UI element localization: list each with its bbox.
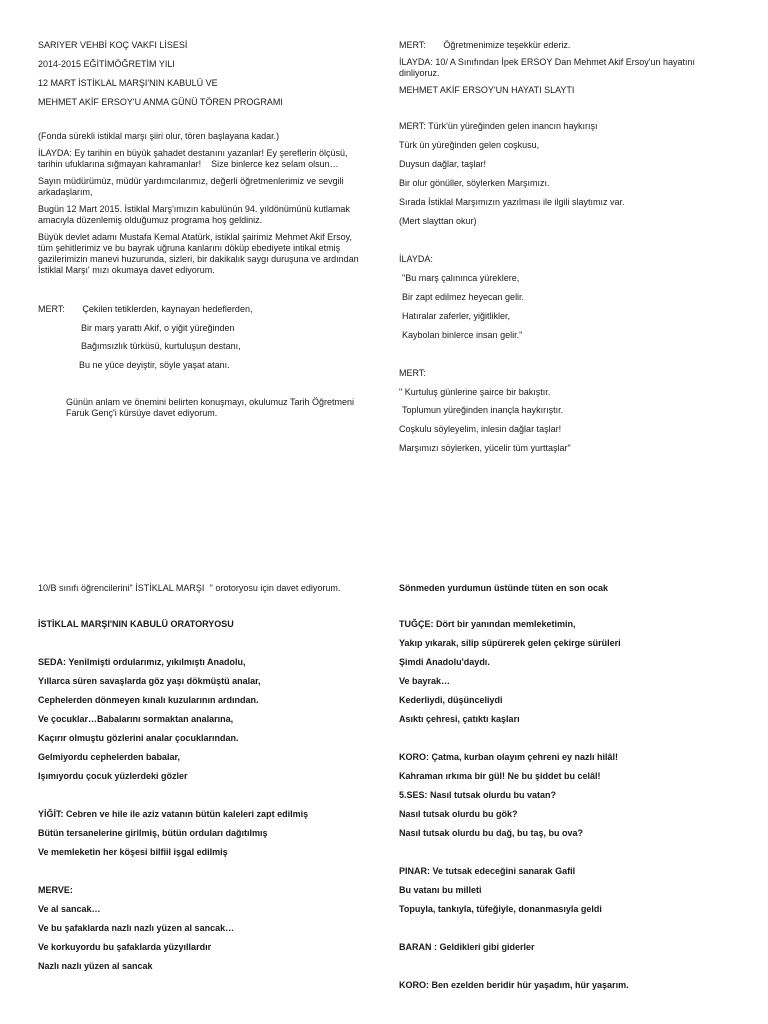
text-line: Işımıyordu çocuk yüzlerdeki gözler [38, 770, 188, 781]
text-line: MEHMET AKİF ERSOY'U ANMA GÜNÜ TÖREN PROGRAMI [38, 96, 283, 107]
text-line: Bu ne yüce deyiştir, söyle yaşat atanı. [79, 360, 230, 371]
text-line: SEDA: Yenilmişti ordularımız, yıkılmıştı Anadolu, [38, 656, 246, 667]
text-line: KORO: Ben ezelden beridir hür yaşadım, hür yaşarım. [399, 979, 629, 990]
page2-left-column [38, 583, 368, 971]
text-line: Asıktı çehresi, çatıktı kaşları [399, 713, 520, 724]
text-line: Kederliydi, düşünceliydi [399, 694, 503, 705]
text-line: YİĞİT: Cebren ve hile ile aziz vatanın bütün kaleleri zapt edilmiş [38, 808, 309, 819]
text-line: " Kurtuluş günlerine şairce bir bakıştır. [399, 386, 551, 397]
document-page-2 [0, 530, 768, 1024]
text-line: İLAYDA: [399, 253, 433, 264]
text-line: MERT: Öğretmenimize teşekkür ederiz. [399, 40, 571, 50]
page2-right-column [399, 583, 729, 990]
text-line: Toplumun yüreğinden inançla haykırıştır. [402, 405, 564, 416]
text-line: MERT: Çekilen tetiklerden, kaynayan hedeflerden, [38, 303, 253, 314]
text-line: Cephelerden dönmeyen kınalı kuzularının ardından. [38, 694, 259, 705]
text-line: KORO: Çatma, kurban olayım çehreni ey nazlı hilâl! [399, 751, 619, 762]
text-line: Nasıl tutsak olurdu bu gök? [399, 808, 518, 819]
text-line: Bu vatanı bu milleti [399, 884, 482, 895]
text-line: MERT: Türk'ün yüreğinden gelen inancın haykırışı [399, 120, 598, 131]
text-line: Gelmiyordu cephelerden babalar, [38, 751, 181, 762]
text-line: MERVE: [38, 884, 73, 895]
text-line: Marşımızı söylerken, yücelir tüm yurttaşlar" [399, 443, 571, 454]
text-line: MERT: [399, 367, 426, 378]
text-line: Yıllarca süren savaşlarda göz yaşı dökmüştü analar, [38, 675, 261, 686]
text-line: Bir olur gönüller, söylerken Marşımızı. [399, 177, 550, 188]
text-line: 2014-2015 EĞİTİMÖĞRETİM YILI [38, 58, 175, 69]
text-line: Büyük devlet adamı Mustafa Kemal Atatürk, istiklal şairimiz Mehmet Akif Ersoy, tüm şehitlerimiz ve bu bayrak uğruna kanlarını döküp ebediyete intikal etmiş gazilerimizin manevi huzurunda, sizleri, bir dakikalık saygı duruşuna ve ardından İstiklal Marşı' mızı okumaya davet ediyorum. [38, 231, 362, 275]
text-line: Coşkulu söyleyelim, inlesin dağlar taşlar! [399, 424, 562, 435]
text-line: Sırada İstiklal Marşımızın yazılması ile ilgili slaytımız var. [399, 196, 625, 207]
text-line: TUĞÇE: Dört bir yanından memleketimin, [399, 618, 576, 629]
text-line: Kaçırır olmuştu gözlerini analar çocuklarından. [38, 732, 239, 743]
text-line: Topuyla, tankıyla, tüfeğiyle, donanmasıyla geldi [399, 903, 602, 914]
text-line: MEHMET AKİF ERSOY'UN HAYATI SLAYTI [399, 84, 575, 95]
text-line: (Fonda sürekli istiklal marşı şiiri olur, tören başlayana kadar.) [38, 130, 280, 141]
text-line: 10/B sınıfı öğrencilerini" İSTİKLAL MARŞI '' orotoryosu için davet ediyorum. [38, 583, 341, 593]
text-line: Kaybolan binlerce insan gelir." [402, 329, 523, 340]
text-line: PINAR: Ve tutsak edeceğini sanarak Gafil [399, 865, 576, 876]
page1-right-column [399, 40, 729, 454]
text-line: Bağımsızlık türküsü, kurtuluşun destanı, [81, 341, 241, 352]
text-line: İLAYDA: Ey tarihin en büyük şahadet destanını yazanlar! Ey şereflerin ölçüsü, tarihin ufuklarına sığmayan kahramanlar! Size binlerce kez selam olsun… [38, 147, 351, 169]
text-line: "Bu marş çalınınca yüreklere, [402, 272, 520, 283]
text-line: Ve çocuklar…Babalarını sormaktan analarına, [38, 713, 234, 724]
text-line: İLAYDA: 10/ A Sınıfından İpek ERSOY Dan Mehmet Akif Ersoy'un hayatını dinliyoruz. [399, 56, 698, 78]
text-line: Ve memleketin her köşesi bilfiil işgal edilmiş [38, 846, 228, 857]
text-line: Bir zapt edilmez heyecan gelir. [402, 291, 525, 302]
text-line: 12 MART İSTİKLAL MARŞI'NIN KABULÜ VE [38, 77, 218, 88]
text-line: Hatıralar zaferler, yiğitlikler, [402, 310, 511, 321]
text-line: Ve al sancak… [38, 903, 101, 914]
text-line: Yakıp yıkarak, silip süpürerek gelen çekirge sürüleri [399, 637, 621, 648]
text-line: Türk ün yüreğinden gelen coşkusu, [399, 139, 540, 150]
text-line: Ve korkuyordu bu şafaklarda yüzyıllardır [38, 941, 212, 952]
text-line: SARIYER VEHBİ KOÇ VAKFI LİSESİ [38, 40, 188, 50]
text-line: Nazlı nazlı yüzen al sancak [38, 960, 153, 971]
text-line: Kahraman ırkıma bir gül! Ne bu şiddet bu celâl! [399, 770, 601, 781]
text-line: Nasıl tutsak olurdu bu dağ, bu taş, bu ova? [399, 827, 584, 838]
text-line: Bir marş yarattı Akif, o yiğit yüreğinden [81, 322, 235, 333]
text-line: Ve bayrak… [399, 675, 451, 686]
text-line: İSTİKLAL MARŞI'NIN KABULÜ ORATORYOSU [38, 618, 234, 629]
text-line: 5.SES: Nasıl tutsak olurdu bu vatan? [399, 789, 557, 800]
text-line: BARAN : Geldikleri gibi giderler [399, 941, 535, 952]
text-line: Bugün 12 Mart 2015. İstiklal Marş'ımızın kabulünün 94. yıldönümünü kutlamak amacıyla düzenlemiş olduğumuz programa hoş geldiniz. [38, 203, 353, 225]
text-line: (Mert slayttan okur) [399, 215, 477, 226]
text-line: Günün anlam ve önemini belirten konuşmayı, okulumuz Tarih Öğretmeni Faruk Genç'i kürsüye davet ediyorum. [66, 397, 357, 419]
text-line: Sönmeden yurdumun üstünde tüten en son ocak [399, 583, 609, 593]
text-line: Şimdi Anadolu'daydı. [399, 656, 490, 667]
text-line: Duysun dağlar, taşlar! [399, 158, 487, 169]
text-line: Sayın müdürümüz, müdür yardımcılarımız, değerli öğretmenlerimiz ve sevgili arkadaşlarım, [38, 175, 347, 197]
page1-left-column [38, 40, 368, 419]
text-line: Ve bu şafaklarda nazlı nazlı yüzen al sancak… [38, 922, 235, 933]
text-line: Bütün tersanelerine girilmiş, bütün orduları dağıtılmış [38, 827, 268, 838]
